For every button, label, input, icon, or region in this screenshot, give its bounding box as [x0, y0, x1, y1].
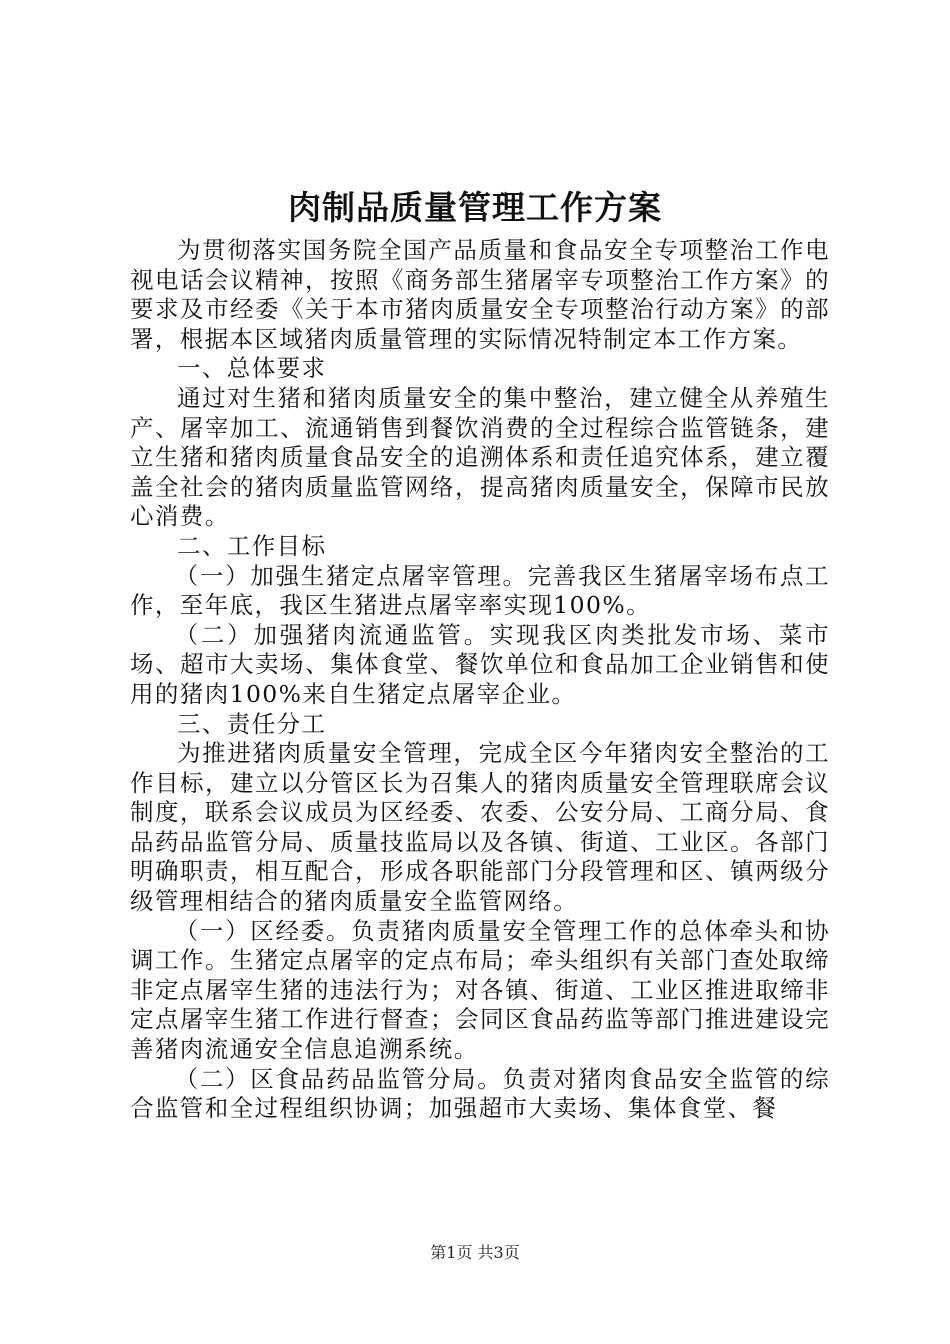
document-body	[130, 236, 830, 1124]
paragraph-overall-requirements: 通过对生猪和猪肉质量安全的集中整治，建立健全从养殖生产、屠宰加工、流通销售到餐饮消费的全过程综合监管链条，建立生猪和猪肉质量食品安全的追溯体系和责任追究体系，建立覆盖全社会的猪肉质量监管网络，提高猪肉质量安全，保障市民放心消费。	[130, 383, 830, 531]
section-heading-responsibilities: 三、责任分工	[177, 709, 327, 738]
paragraph-responsibility-1: （一）区经委。负责猪肉质量安全管理工作的总体牵头和协调工作。生猪定点屠宰的定点布局；牵头组织有关部门查处取缔非定点屠宰生猪的违法行为；对各镇、街道、工业区推进取缔非定点屠宰生猪工作进行督查；会同区食品药监等部门推进建设完善猪肉流通安全信息追溯系统。	[130, 916, 830, 1064]
section-heading-work-goals: 二、工作目标	[177, 531, 327, 560]
paragraph-goal-2: （二）加强猪肉流通监管。实现我区肉类批发市场、菜市场、超市大卖场、集体食堂、餐饮单位和食品加工企业销售和使用的猪肉100%来自生猪定点屠宰企业。	[130, 620, 830, 708]
paragraph-intro: 为贯彻落实国务院全国产品质量和食品安全专项整治工作电视电话会议精神，按照《商务部生猪屠宰专项整治工作方案》的要求及市经委《关于本市猪肉质量安全专项整治行动方案》的部署，根据本区域猪肉质量管理的实际情况特制定本工作方案。	[130, 236, 830, 353]
document-title: 肉制品质量管理工作方案	[288, 188, 662, 227]
page-footer: 第1页 共3页	[430, 1243, 520, 1262]
paragraph-responsibilities: 为推进猪肉质量安全管理，完成全区今年猪肉安全整治的工作目标，建立以分管区长为召集人的猪肉质量安全管理联席会议制度，联系会议成员为区经委、农委、公安分局、工商分局、食品药品监管分局、质量技监局以及各镇、街道、工业区。各部门明确职责，相互配合，形成各职能部门分段管理和区、镇两级分级管理相结合的猪肉质量安全监管网络。	[130, 739, 830, 916]
paragraph-responsibility-2: （二）区食品药品监管分局。负责对猪肉食品安全监管的综合监管和全过程组织协调；加强超市大卖场、集体食堂、餐	[130, 1064, 830, 1123]
paragraph-goal-1: （一）加强生猪定点屠宰管理。完善我区生猪屠宰场布点工作，至年底，我区生猪进点屠宰率实现100%。	[130, 561, 830, 620]
section-heading-overall-requirements: 一、总体要求	[177, 354, 327, 383]
